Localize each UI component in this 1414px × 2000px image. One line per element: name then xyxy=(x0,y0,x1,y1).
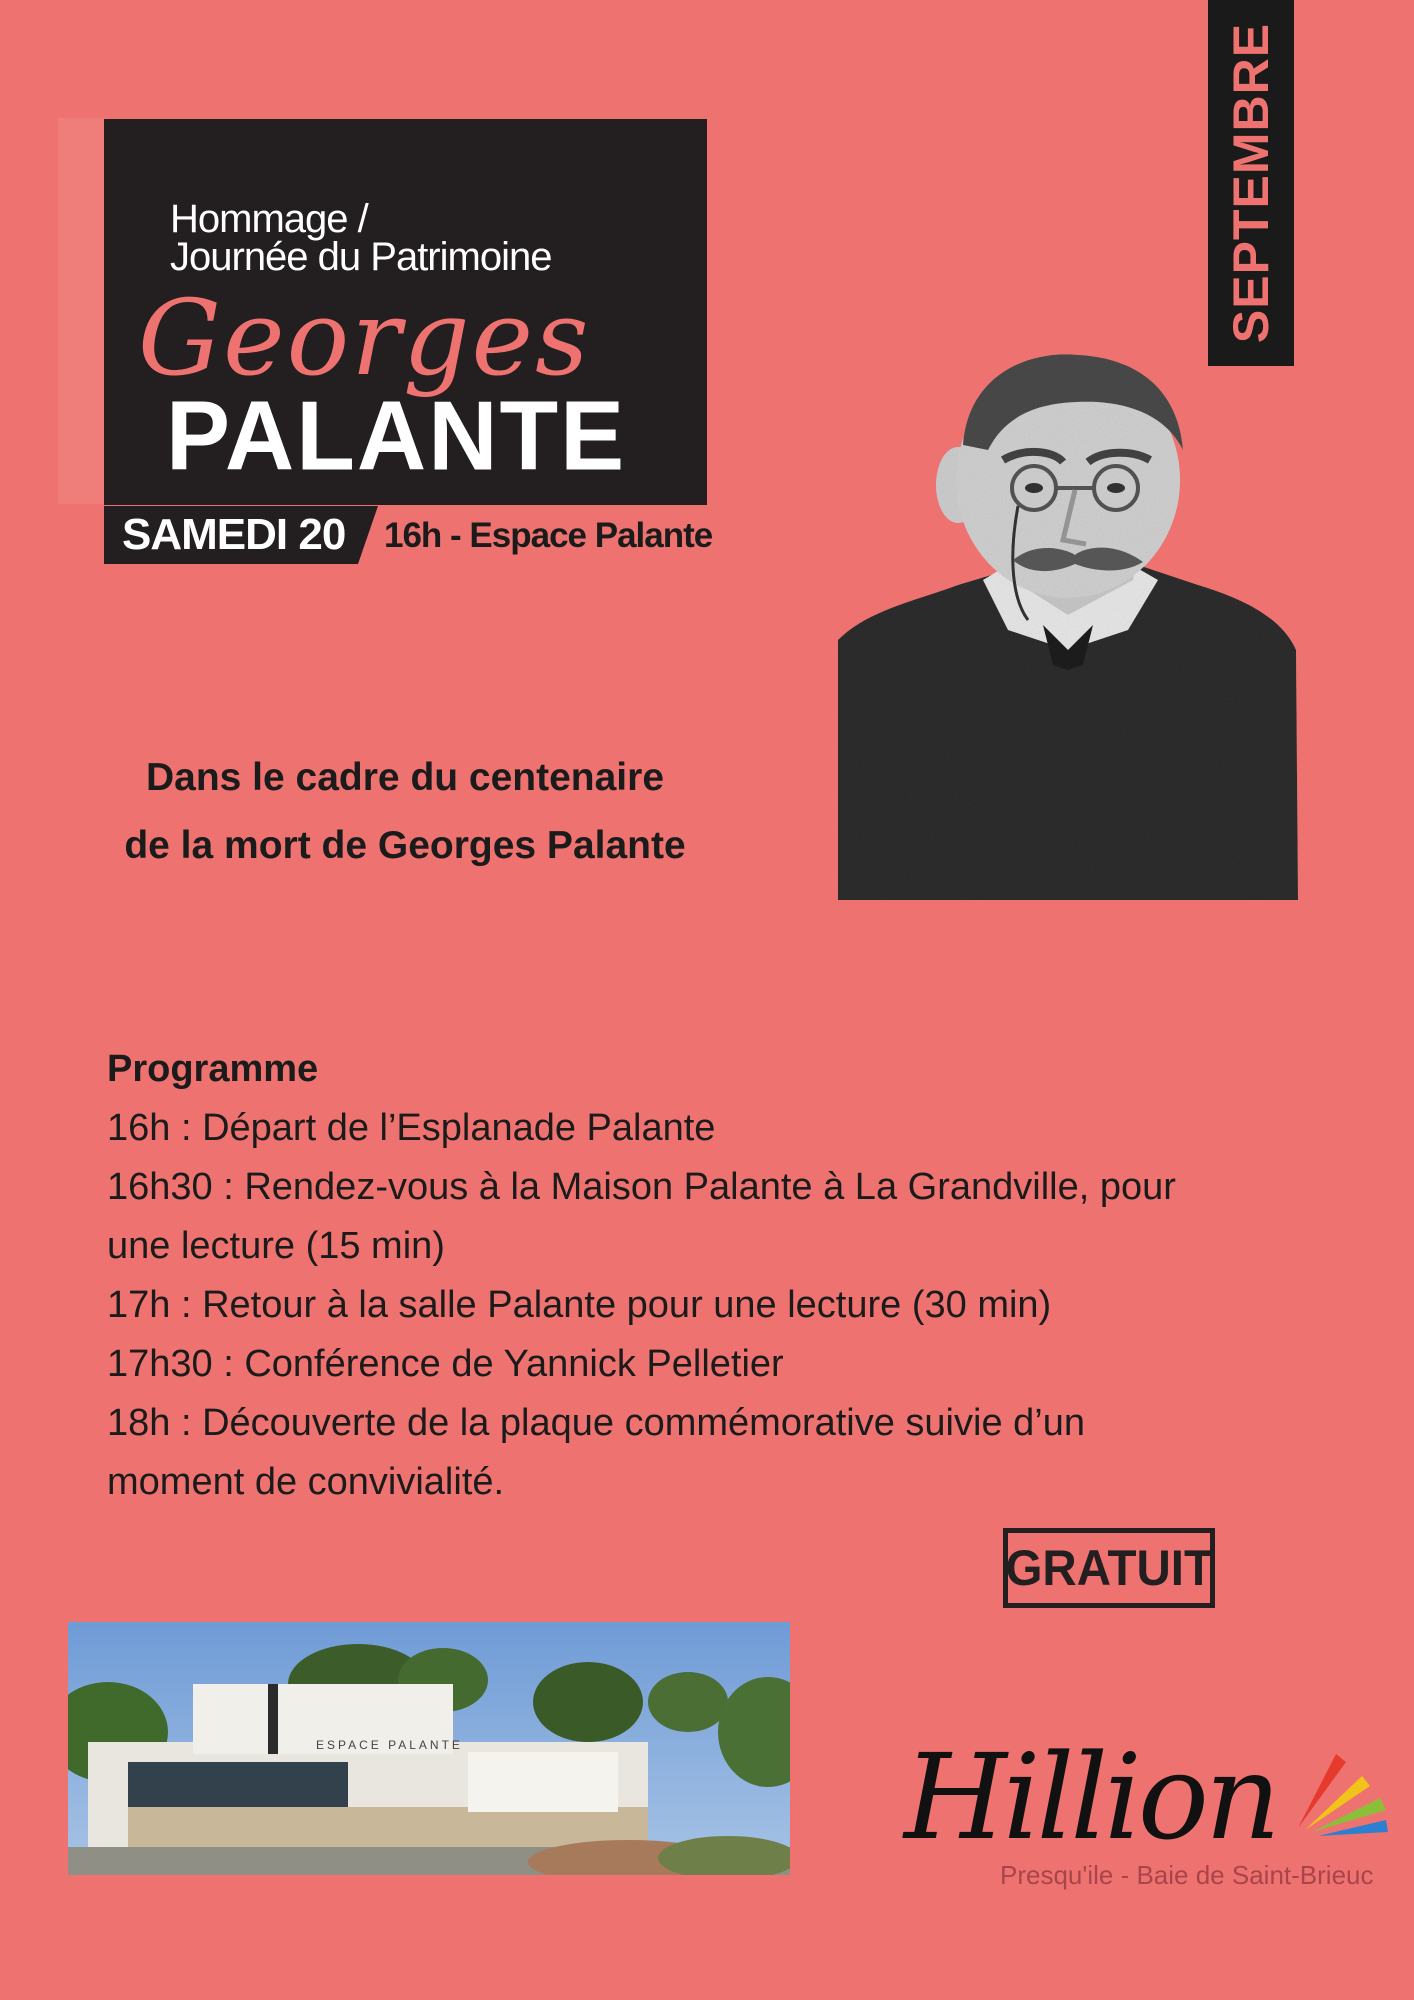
title-shadow xyxy=(58,118,106,504)
title-last-name: PALANTE xyxy=(166,381,627,492)
hillion-logo xyxy=(900,1716,1390,1906)
programme-item: 16h : Départ de l’Esplanade Palante xyxy=(107,1107,716,1149)
title-tagline-1: Hommage / xyxy=(170,197,368,241)
month-tab xyxy=(1208,0,1294,366)
programme-item: 16h30 : Rendez-vous à la Maison Palante à La Grandville, pour une lecture (15 min) xyxy=(107,1166,1176,1267)
hillion-logo-mark xyxy=(900,1716,1390,1906)
venue-photo xyxy=(68,1622,790,1875)
title-block xyxy=(104,119,707,505)
programme-item: 17h : Retour à la salle Palante pour une lecture (30 min) xyxy=(107,1284,1052,1326)
title-tagline-2: Journée du Patrimoine xyxy=(170,235,552,279)
portrait-image xyxy=(838,350,1298,900)
date-bar xyxy=(104,506,378,564)
subtitle-line-2: de la mort de Georges Palante xyxy=(124,824,686,867)
event-date: SAMEDI 20 xyxy=(122,510,346,559)
programme-item: 18h : Découverte de la plaque commémorative suivie d’un moment de convivialité. xyxy=(107,1402,1085,1503)
title-first-name: Georges xyxy=(138,277,591,399)
programme-item: 17h30 : Conférence de Yannick Pelletier xyxy=(107,1343,784,1385)
logo-tagline: Presqu'ile - Baie de Saint-Brieuc xyxy=(1000,1860,1374,1890)
event-time-place: 16h - Espace Palante xyxy=(384,516,713,555)
venue-sign: ESPACE PALANTE xyxy=(316,1738,463,1752)
programme-heading: Programme xyxy=(107,1048,319,1090)
subtitle-line-1: Dans le cadre du centenaire xyxy=(145,756,665,799)
programme xyxy=(107,1040,1247,1512)
logo-wordmark: Hillion xyxy=(904,1728,1277,1866)
free-badge-label: GRATUIT xyxy=(1005,1540,1213,1596)
free-badge xyxy=(1003,1528,1215,1608)
subtitle xyxy=(60,744,750,880)
month-label: SEPTEMBRE xyxy=(1223,22,1279,344)
